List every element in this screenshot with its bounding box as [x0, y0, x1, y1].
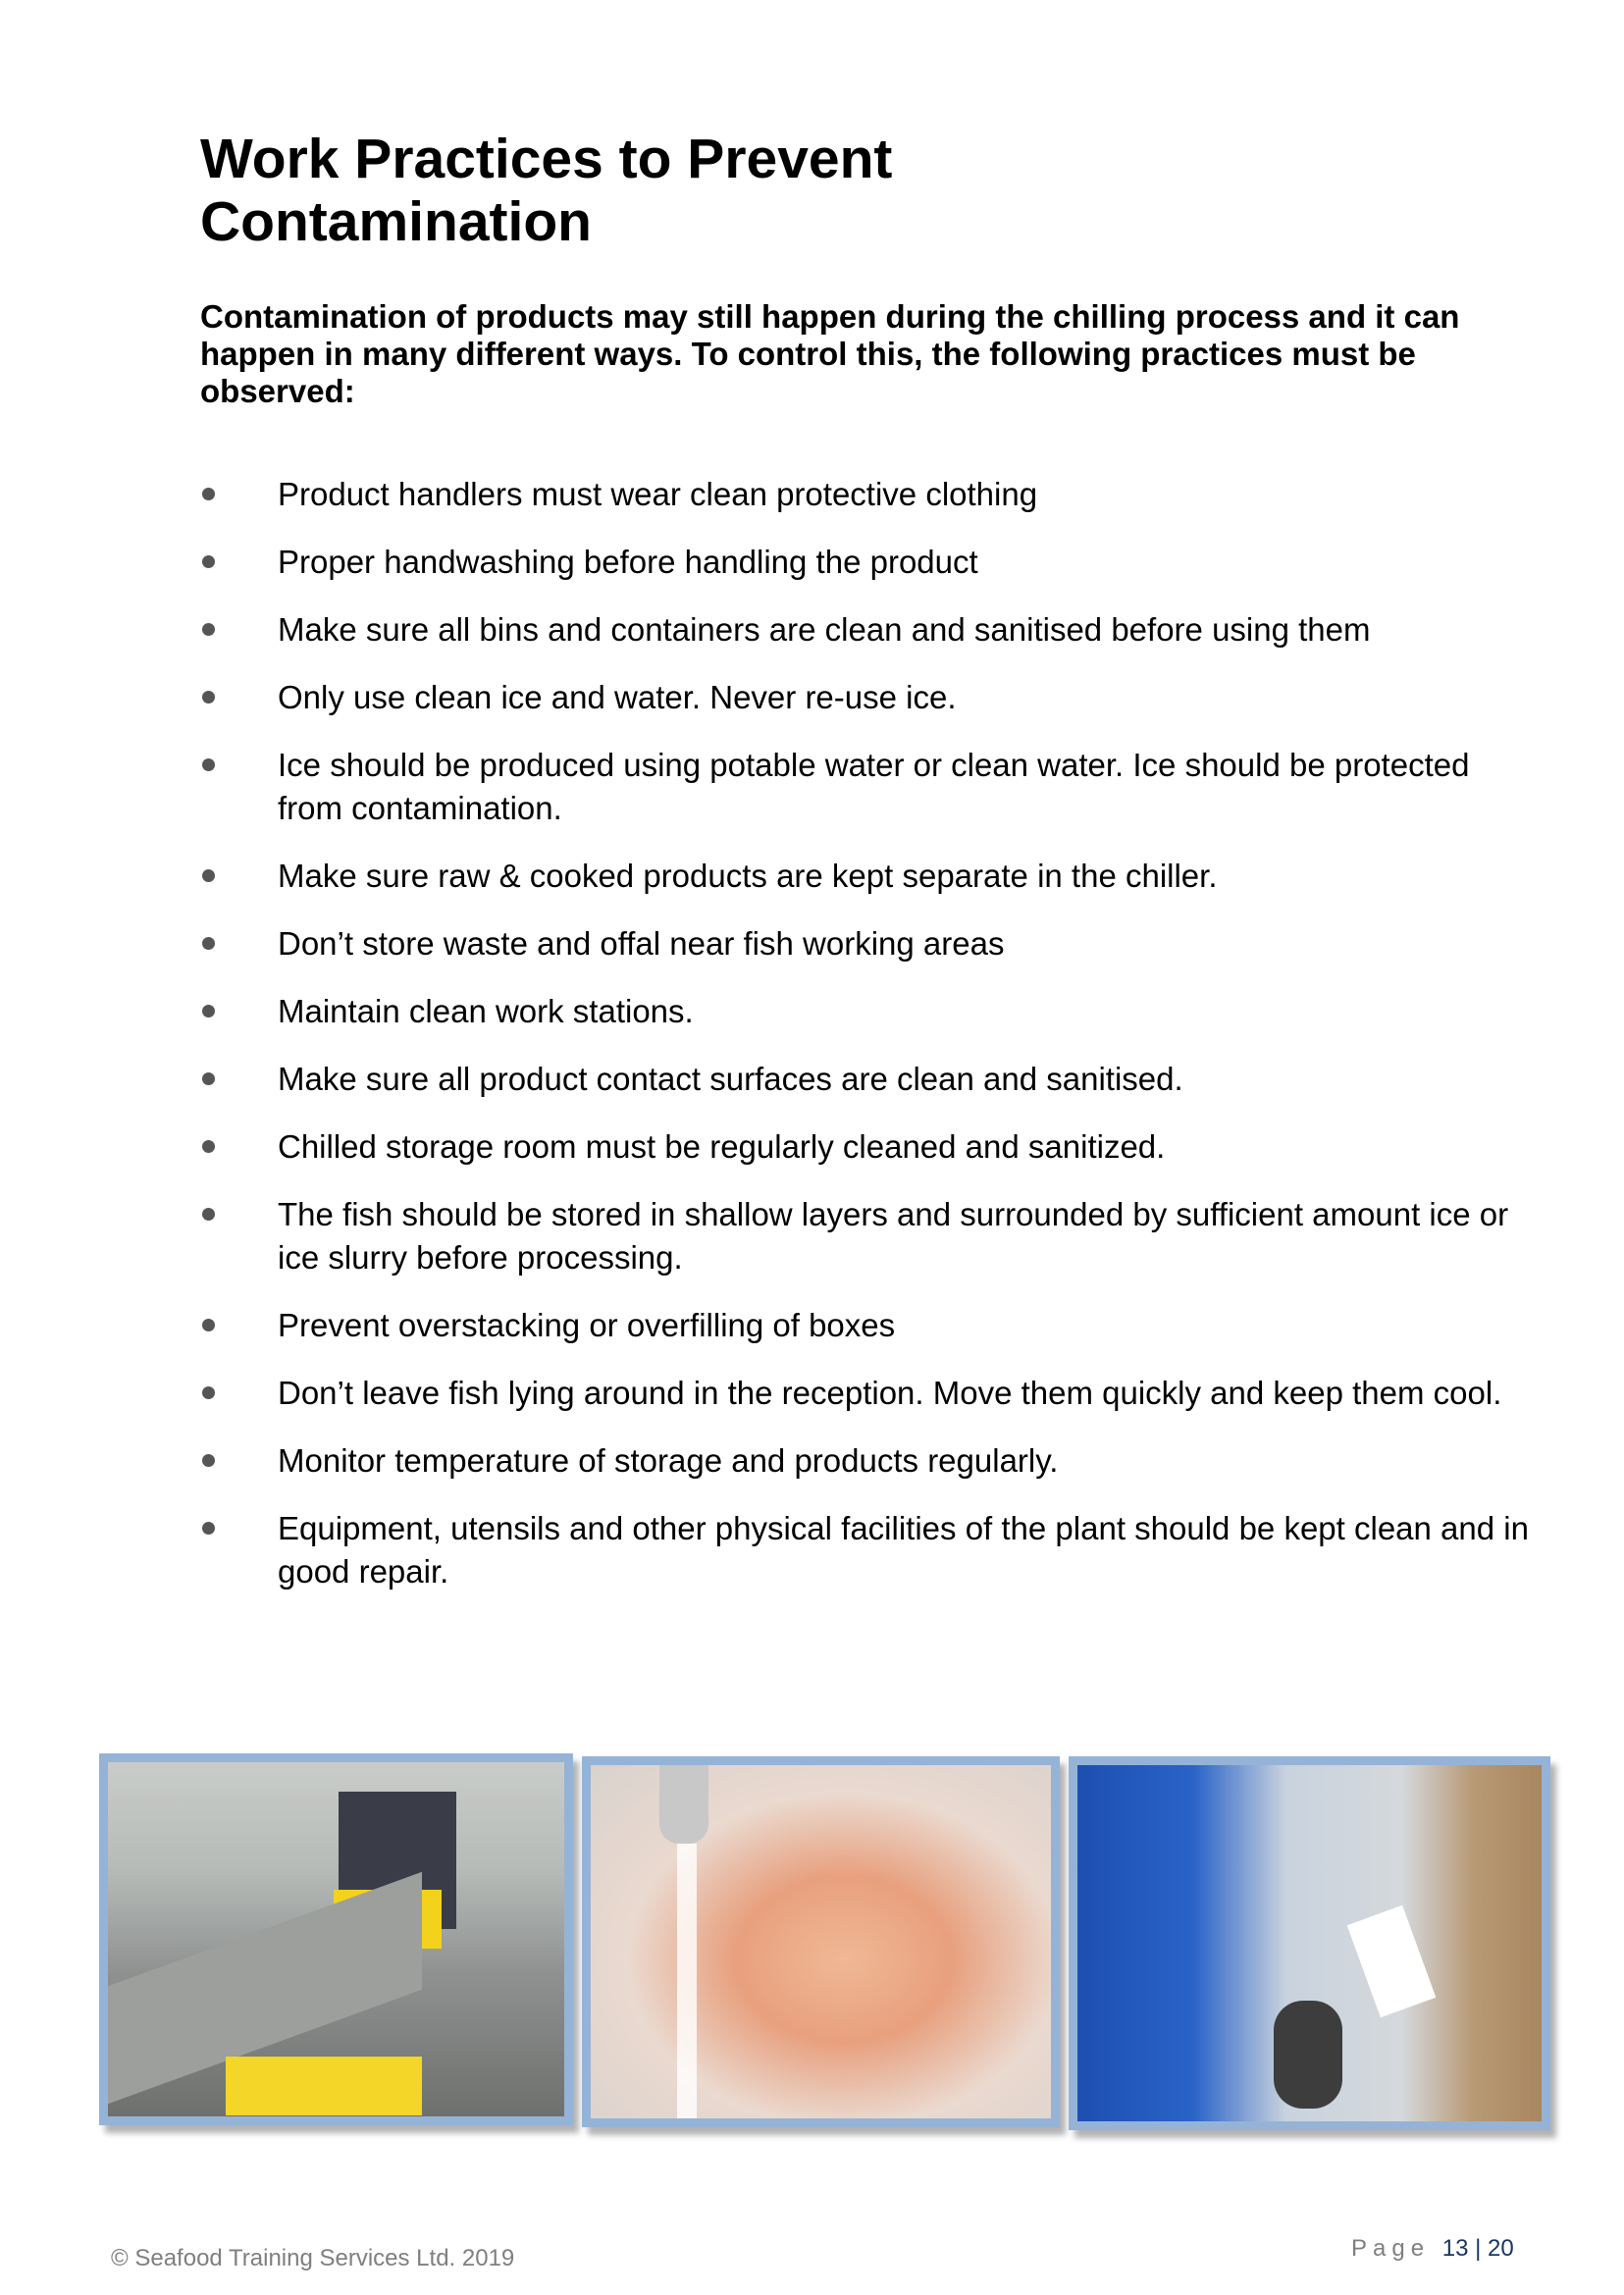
list-item: [200, 608, 1535, 652]
list-item-text: Make sure all product contact surfaces are clean and sanitised.: [278, 1061, 1183, 1097]
bullet-icon: [202, 623, 215, 636]
bullet-icon: [202, 1522, 215, 1535]
bullet-icon: [202, 1140, 215, 1153]
bullet-icon: [202, 758, 215, 771]
list-item-text: Monitor temperature of storage and products regularly.: [278, 1442, 1059, 1479]
list-item: [200, 1193, 1535, 1279]
bullet-icon: [202, 691, 215, 704]
list-item-text: Maintain clean work stations.: [278, 993, 694, 1029]
list-item-text: Make sure all bins and containers are clean and sanitised before using them: [278, 611, 1371, 648]
crate-washer-photo: [99, 1753, 573, 2125]
list-item: [200, 676, 1535, 719]
list-item: [200, 1125, 1535, 1169]
page-label: Page: [1351, 2235, 1431, 2262]
list-item-text: Make sure raw & cooked products are kept separate in the chiller.: [278, 858, 1218, 894]
bullet-icon: [202, 1208, 215, 1221]
copyright-text: © Seafood Training Services Ltd. 2019: [111, 2245, 515, 2271]
list-item: [200, 541, 1535, 584]
list-item-text: Proper handwashing before handling the product: [278, 544, 978, 580]
bullet-icon: [202, 937, 215, 950]
list-item-text: Ice should be produced using potable water or clean water. Ice should be protected from contamination.: [278, 747, 1470, 826]
intro-paragraph: Contamination of products may still happen during the chilling process and it can happen in many different ways. To control this, the following practices must be observed:: [200, 298, 1460, 409]
list-item: [200, 855, 1535, 898]
list-item-text: Chilled storage room must be regularly cleaned and sanitized.: [278, 1128, 1166, 1165]
list-item-text: Only use clean ice and water. Never re-use ice.: [278, 679, 957, 715]
list-item-text: Don’t leave fish lying around in the reception. Move them quickly and keep them cool.: [278, 1375, 1502, 1411]
list-item-text: The fish should be stored in shallow layers and surrounded by sufficient amount ice or ice slurry before processing.: [278, 1196, 1509, 1276]
bullet-icon: [202, 869, 215, 882]
bullet-icon: [202, 1454, 215, 1467]
list-item: [200, 990, 1535, 1033]
cold-storage-inspection-photo: [1069, 1756, 1550, 2130]
bullet-icon: [202, 488, 215, 500]
list-item: [200, 922, 1535, 965]
list-item-text: Don’t store waste and offal near fish working areas: [278, 925, 1005, 962]
list-item-text: Equipment, utensils and other physical facilities of the plant should be kept clean and in good repair.: [278, 1510, 1529, 1590]
page-number: 13: [1441, 2235, 1469, 2262]
list-item: [200, 1439, 1535, 1483]
page-total: 20: [1488, 2235, 1514, 2262]
bullet-icon: [202, 1005, 215, 1017]
page-title: Work Practices to Prevent Contamination: [200, 128, 893, 253]
list-item-text: Prevent overstacking or overfilling of boxes: [278, 1307, 896, 1343]
page-separator: |: [1468, 2235, 1489, 2262]
bullet-icon: [202, 1386, 215, 1399]
list-item: [200, 473, 1535, 516]
bullet-icon: [202, 1072, 215, 1085]
list-item: [200, 744, 1535, 830]
bullet-icon: [202, 1319, 215, 1331]
bullet-icon: [202, 555, 215, 568]
page-indicator: [1351, 2235, 1514, 2263]
list-item-text: Product handlers must wear clean protective clothing: [278, 476, 1038, 512]
practices-list: [200, 473, 1535, 1618]
list-item: [200, 1372, 1535, 1415]
list-item: [200, 1507, 1535, 1593]
list-item: [200, 1304, 1535, 1347]
list-item: [200, 1058, 1535, 1101]
handwashing-photo: [582, 1756, 1060, 2127]
